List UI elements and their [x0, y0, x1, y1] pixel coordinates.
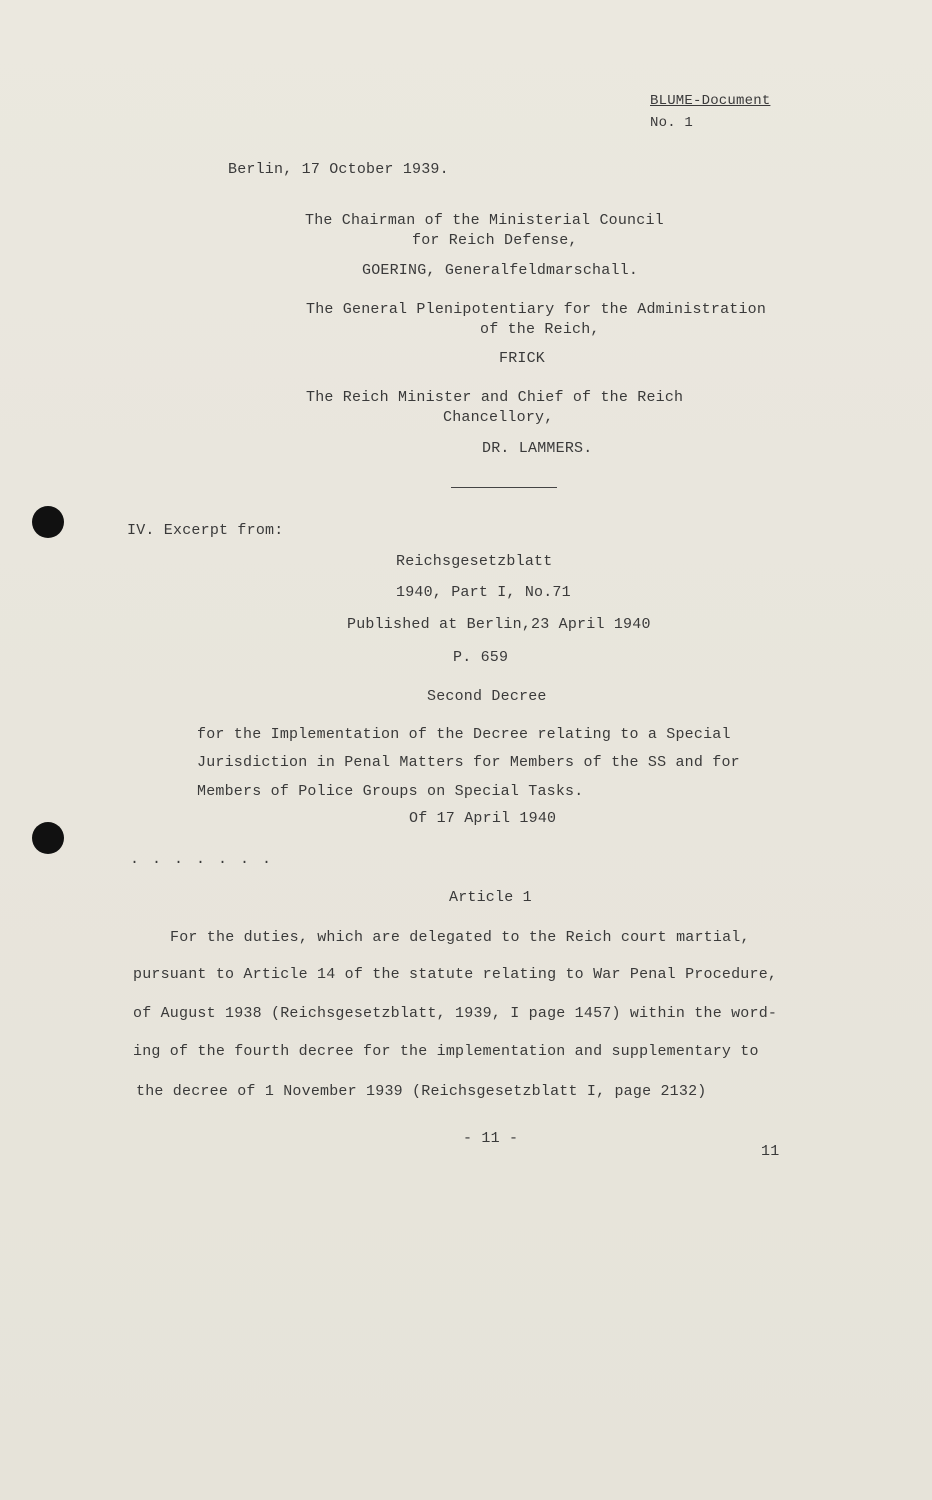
gazette-name: Reichsgesetzblatt	[396, 553, 553, 570]
excerpt-heading: IV. Excerpt from:	[127, 522, 284, 539]
article-title: Article 1	[449, 889, 532, 906]
section-divider	[451, 487, 557, 488]
decree-title: Second Decree	[427, 688, 547, 705]
minister-title-line2: Chancellory,	[443, 409, 554, 426]
decree-line-1: for the Implementation of the Decree relating to a Special	[197, 726, 731, 743]
chairman-title-line1: The Chairman of the Ministerial Council	[305, 212, 664, 229]
omission-dots: . . . . . . .	[130, 851, 274, 868]
article-line-5: the decree of 1 November 1939 (Reichsgesetzblatt I, page 2132)	[136, 1083, 707, 1100]
lammers-signature: DR. LAMMERS.	[482, 440, 593, 457]
article-line-3: of August 1938 (Reichsgesetzblatt, 1939, I page 1457) within the word-	[133, 1005, 778, 1022]
plenipotentiary-title-line1: The General Plenipotentiary for the Administration	[306, 301, 767, 318]
punch-hole-top	[32, 506, 64, 538]
document-label: BLUME-Document	[650, 93, 771, 109]
gazette-part: 1940, Part I, No.71	[396, 584, 571, 601]
decree-line-3: Members of Police Groups on Special Tasks.	[197, 783, 584, 800]
decree-date: Of 17 April 1940	[409, 810, 557, 827]
punch-hole-bottom	[32, 822, 64, 854]
page-number-right: 11	[761, 1143, 780, 1160]
gazette-published: Published at Berlin,23 April 1940	[347, 616, 651, 633]
plenipotentiary-title-line2: of the Reich,	[480, 321, 600, 338]
decree-line-2: Jurisdiction in Penal Matters for Members of the SS and for	[197, 754, 740, 771]
frick-signature: FRICK	[499, 350, 546, 367]
chairman-title-line2: for Reich Defense,	[412, 232, 578, 249]
minister-title-line1: The Reich Minister and Chief of the Reich	[306, 389, 684, 406]
article-line-2: pursuant to Article 14 of the statute relating to War Penal Procedure,	[133, 966, 778, 983]
goering-signature: GOERING, Generalfeldmarschall.	[362, 262, 639, 279]
article-line-1: For the duties, which are delegated to the Reich court martial,	[170, 929, 750, 946]
gazette-page: P. 659	[453, 649, 509, 666]
page-number-center: - 11 -	[463, 1130, 519, 1147]
dateline: Berlin, 17 October 1939.	[228, 161, 449, 178]
document-number: No. 1	[650, 115, 694, 131]
article-line-4: ing of the fourth decree for the implementation and supplementary to	[133, 1043, 759, 1060]
